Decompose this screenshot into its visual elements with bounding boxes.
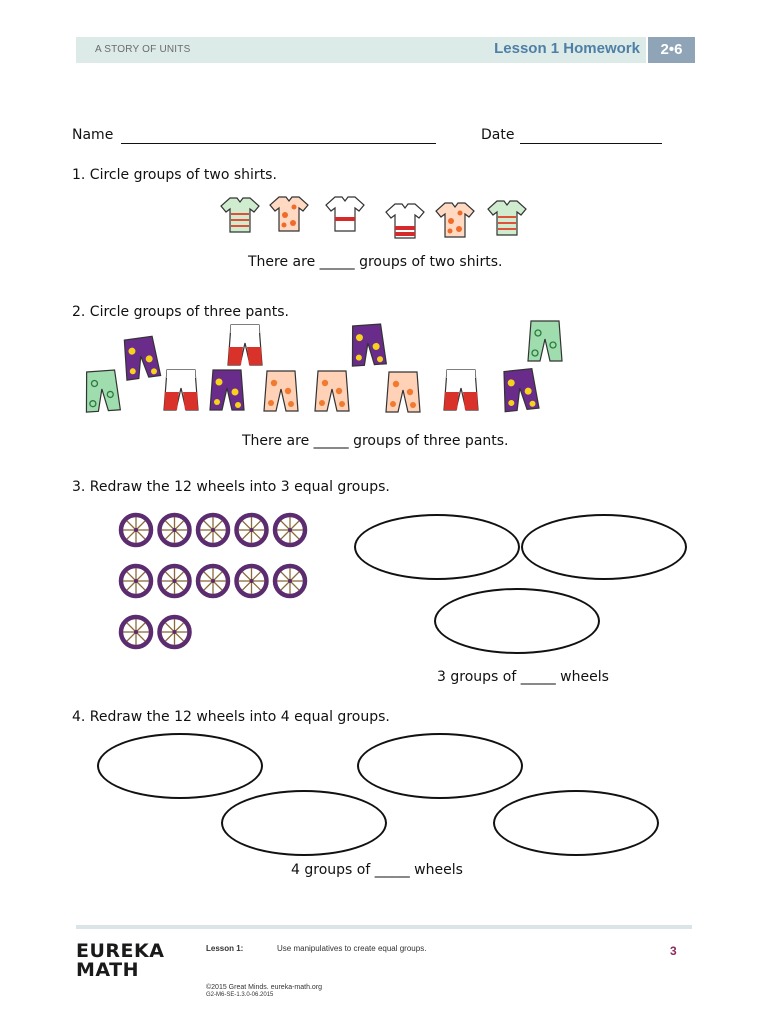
lesson-title: Lesson 1 Homework bbox=[494, 40, 640, 57]
group-oval bbox=[493, 790, 659, 856]
copyright: ©2015 Great Minds. eureka-math.org bbox=[206, 984, 323, 991]
page-number: 3 bbox=[670, 944, 677, 958]
footer-lesson-desc: Use manipulatives to create equal groups. bbox=[277, 944, 427, 953]
wheel bbox=[121, 617, 151, 647]
footer-bar bbox=[76, 925, 692, 929]
wheel bbox=[275, 566, 305, 596]
date-label: Date bbox=[481, 127, 515, 143]
series-title: A STORY OF UNITS bbox=[95, 44, 191, 55]
q4-prompt: 4. Redraw the 12 wheels into 4 equal groups. bbox=[72, 709, 390, 725]
q1-answer: There are _____ groups of two shirts. bbox=[248, 254, 503, 270]
footer-lesson-label: Lesson 1: bbox=[206, 944, 244, 953]
wheel bbox=[160, 617, 190, 647]
wheel bbox=[198, 515, 228, 545]
document-code: G2-M6-SE-1.3.0-06.2015 bbox=[206, 992, 274, 998]
q1-prompt: 1. Circle groups of two shirts. bbox=[72, 167, 277, 183]
wheel bbox=[237, 566, 267, 596]
q3-answer: 3 groups of _____ wheels bbox=[437, 669, 609, 685]
wheel bbox=[121, 515, 151, 545]
q2-answer: There are _____ groups of three pants. bbox=[242, 433, 509, 449]
name-label: Name bbox=[72, 127, 114, 143]
wheel bbox=[275, 515, 305, 545]
wheel bbox=[160, 566, 190, 596]
wheel bbox=[121, 566, 151, 596]
eureka-math-logo: EUREKA MATH bbox=[76, 940, 165, 981]
group-oval bbox=[434, 588, 600, 654]
q2-prompt: 2. Circle groups of three pants. bbox=[72, 304, 289, 320]
group-oval bbox=[521, 514, 687, 580]
group-oval bbox=[97, 733, 263, 799]
wheel bbox=[198, 566, 228, 596]
group-oval bbox=[354, 514, 520, 580]
module-tag: 2•6 bbox=[648, 37, 695, 63]
q4-answer: 4 groups of _____ wheels bbox=[291, 862, 463, 878]
group-oval bbox=[357, 733, 523, 799]
wheel bbox=[237, 515, 267, 545]
q3-prompt: 3. Redraw the 12 wheels into 3 equal groups. bbox=[72, 479, 390, 495]
wheel bbox=[160, 515, 190, 545]
group-oval bbox=[221, 790, 387, 856]
